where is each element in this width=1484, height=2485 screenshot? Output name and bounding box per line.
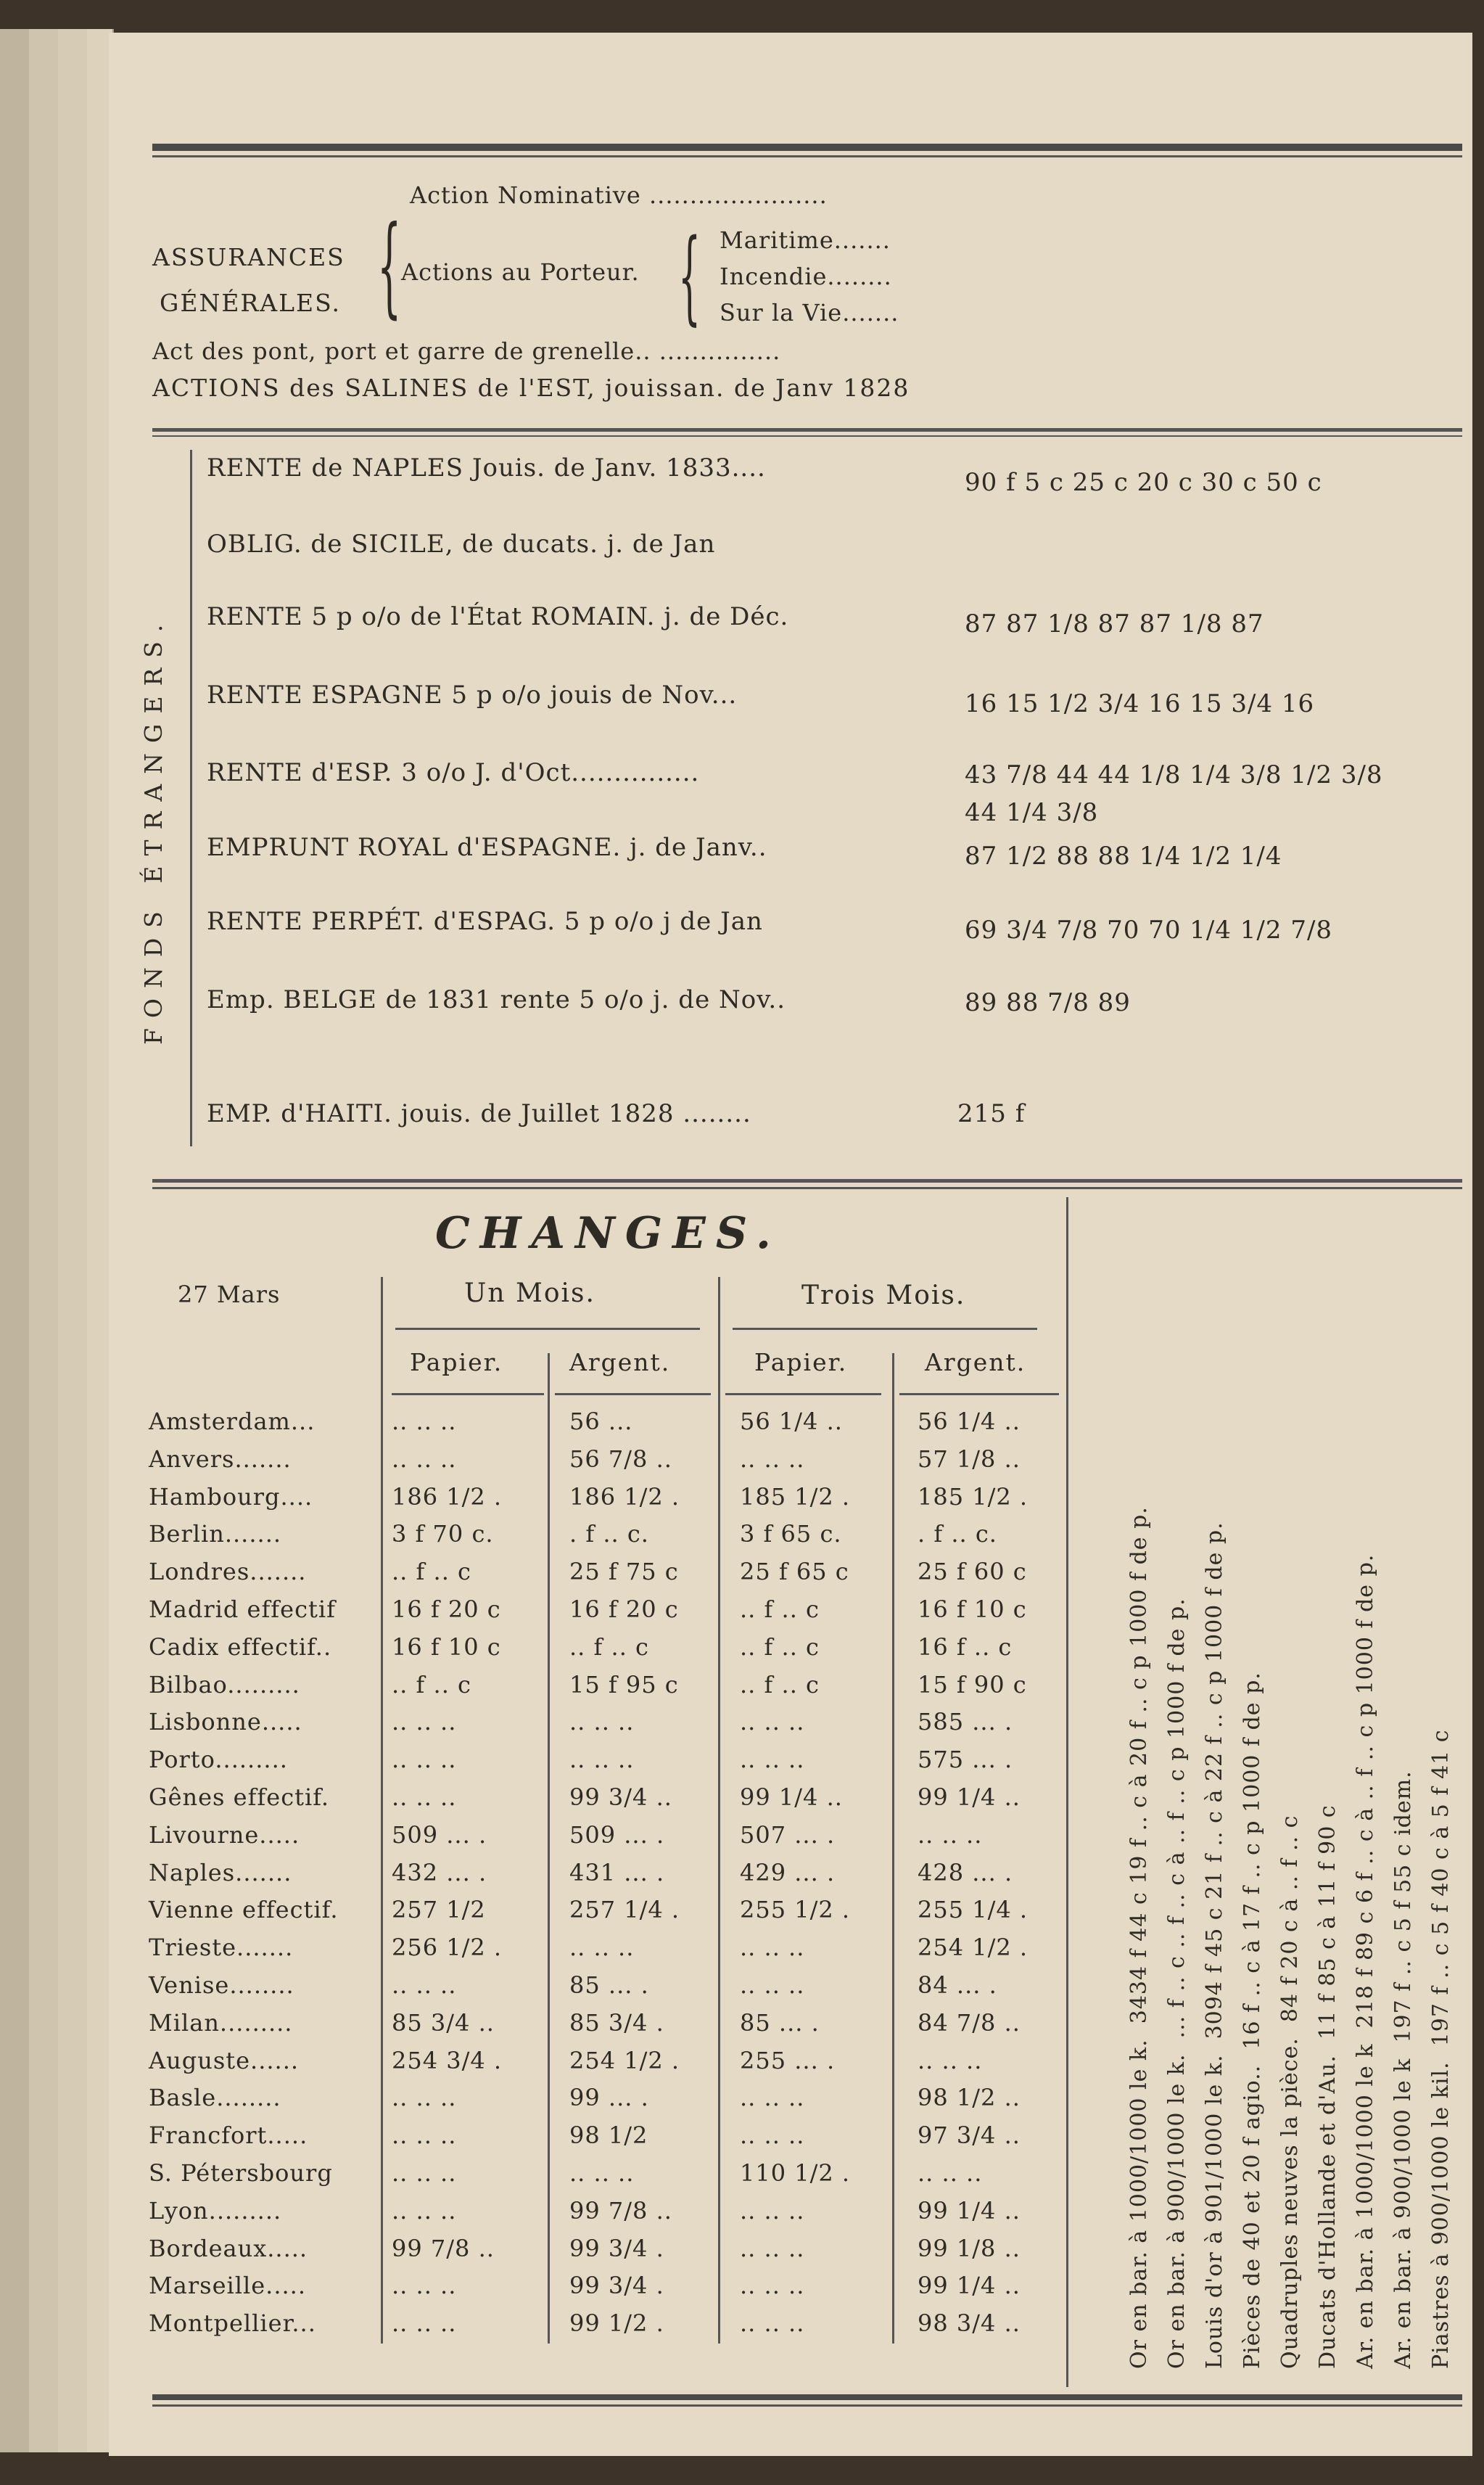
changes-city: S. Pétersbourg	[149, 2159, 333, 2187]
side-note	[1196, 1506, 1234, 2369]
changes-un-mois: Un Mois.	[464, 1278, 595, 1308]
fonds-top-rule-2	[152, 435, 1462, 437]
changes-cell: .. .. ..	[392, 1708, 457, 1736]
changes-cell: .. .. ..	[740, 2235, 805, 2262]
changes-cell: 255 1/2 .	[740, 1896, 851, 1923]
changes-cell: 25 f 75 c	[569, 1558, 679, 1585]
header-argent-1: Argent.	[569, 1348, 671, 1376]
changes-cell: .. f .. c	[392, 1558, 471, 1585]
fonds-row-label: Emp. BELGE de 1831 rente 5 o/o j. de Nov..	[207, 985, 786, 1014]
fonds-row-label: RENTE PERPÉT. d'ESPAG. 5 p o/o j de Jan	[207, 907, 763, 936]
changes-cell: 25 f 60 c	[918, 1558, 1027, 1585]
side-note-value: 3434 f 44 c 19 f .. c à 20 f .. c p 1000 f de p.	[1126, 1506, 1152, 2024]
changes-cell: 186 1/2 .	[569, 1483, 680, 1511]
side-note	[1309, 1506, 1347, 2369]
changes-cell: 16 f .. c	[918, 1633, 1013, 1661]
changes-cell: .. .. ..	[918, 2159, 983, 2187]
changes-cell: 98 1/2 ..	[918, 2084, 1021, 2111]
changes-cell: 509 ... .	[569, 1821, 665, 1849]
changes-cell: 254 1/2 .	[918, 1934, 1029, 1961]
changes-cell: .. .. ..	[740, 1746, 805, 1773]
changes-cell: 85 3/4 ..	[392, 2009, 495, 2037]
changes-city: Auguste......	[149, 2047, 300, 2074]
changes-cell: 85 ... .	[740, 2009, 820, 2037]
changes-cell: 16 f 10 c	[392, 1633, 501, 1661]
changes-cell: 57 1/8 ..	[918, 1445, 1021, 1473]
fonds-top-rule	[152, 428, 1462, 432]
changes-cell: .. .. ..	[740, 2197, 805, 2225]
changes-city: Naples.......	[149, 1859, 292, 1886]
side-note	[1121, 1506, 1158, 2369]
side-note-value: ... f .. c .. f .. c à .. f .. c p 1000 f de p.	[1164, 1598, 1190, 2039]
changes-cell: 25 f 65 c	[740, 1558, 849, 1585]
changes-city: Marseille.....	[149, 2272, 306, 2299]
bottom-rule-thin	[152, 2404, 1462, 2407]
col-rule-1	[381, 1277, 383, 2344]
fonds-row-value: 89 88 7/8 89	[965, 988, 1131, 1017]
changes-city: Madrid effectif	[149, 1595, 336, 1623]
header-argent-3: Argent.	[925, 1348, 1026, 1376]
changes-cell: .. .. ..	[569, 1934, 635, 1961]
changes-cell: .. .. ..	[918, 1821, 983, 1849]
header-underline-1	[392, 1393, 544, 1395]
assurances-incendie: Incendie........	[720, 263, 892, 290]
changes-cell: 56 1/4 ..	[918, 1408, 1021, 1435]
changes-cell: .. f .. c	[740, 1671, 820, 1699]
changes-city: Gênes effectif.	[149, 1783, 330, 1811]
book-edge-1	[0, 29, 30, 2452]
side-note-label: Ar. en bar. à 900/1000 le k	[1390, 2058, 1416, 2369]
changes-city: Venise........	[149, 1971, 294, 1999]
changes-cell: 99 3/4 .	[569, 2235, 664, 2262]
header-papier-3: Papier.	[754, 1348, 848, 1376]
changes-cell: 254 3/4 .	[392, 2047, 503, 2074]
side-note-value: 84 f 20 c à .. f .. c	[1277, 1815, 1303, 2023]
changes-cell: 185 1/2 .	[918, 1483, 1029, 1511]
header-papier-1: Papier.	[410, 1348, 503, 1376]
changes-cell: 3 f 70 c.	[392, 1520, 494, 1548]
changes-cell: 16 f 20 c	[569, 1595, 679, 1623]
side-note-value: 218 f 89 c 6 f .. c à .. f .. c p 1000 f de p.	[1353, 1553, 1378, 2029]
changes-cell: 15 f 90 c	[918, 1671, 1027, 1699]
fonds-row-value: 215 f	[957, 1099, 1026, 1128]
side-note	[1158, 1506, 1196, 2369]
changes-cell: 98 1/2	[569, 2122, 648, 2149]
changes-cell: 257 1/2	[392, 1896, 486, 1923]
changes-cell: .. .. ..	[740, 1445, 805, 1473]
changes-cell: . f .. c.	[569, 1520, 649, 1548]
trois-mois-brace	[733, 1328, 1037, 1330]
changes-city: Londres.......	[149, 1558, 307, 1585]
col-rule-4	[892, 1353, 894, 2344]
changes-cell: 99 1/2 .	[569, 2309, 664, 2337]
changes-cell: 99 7/8 ..	[569, 2197, 672, 2225]
changes-cell: 85 3/4 .	[569, 2009, 664, 2037]
changes-city: Francfort.....	[149, 2122, 308, 2149]
changes-cell: .. .. ..	[392, 2159, 457, 2187]
side-note	[1271, 1506, 1309, 2369]
assurances-action-nominative: Action Nominative ......................	[410, 181, 828, 209]
side-note-label: Piastres à 900/1000 le kil.	[1428, 2061, 1454, 2369]
changes-date: 27 Mars	[178, 1281, 281, 1308]
changes-cell: .. .. ..	[392, 1971, 457, 1999]
changes-cell: 255 ... .	[740, 2047, 836, 2074]
book-edge-2	[29, 29, 59, 2452]
changes-cell: 186 1/2 .	[392, 1483, 503, 1511]
changes-city: Milan.........	[149, 2009, 293, 2037]
changes-cell: 575 ... .	[918, 1746, 1013, 1773]
changes-cell: 16 f 20 c	[392, 1595, 501, 1623]
changes-city: Basle........	[149, 2084, 281, 2111]
changes-cell: .. f .. c	[392, 1671, 471, 1699]
col-rule-2	[548, 1353, 550, 2344]
bottom-rule	[152, 2394, 1462, 2400]
side-note	[1347, 1506, 1385, 2369]
fonds-row-value: 44 1/4 3/8	[965, 798, 1099, 827]
changes-city: Hambourg....	[149, 1483, 313, 1511]
changes-top-rule-2	[152, 1187, 1462, 1189]
changes-cell: 85 ... .	[569, 1971, 649, 1999]
changes-cell: 56 ...	[569, 1408, 633, 1435]
side-note-value: 11 f 85 c à 11 f 90 c	[1315, 1804, 1340, 2040]
fonds-row-label: RENTE ESPAGNE 5 p o/o jouis de Nov...	[207, 681, 738, 710]
assurances-sur-la-vie: Sur la Vie.......	[720, 299, 899, 326]
changes-cell: 16 f 10 c	[918, 1595, 1027, 1623]
changes-cell: .. .. ..	[392, 2309, 457, 2337]
changes-cell: 99 1/4 ..	[918, 2272, 1021, 2299]
changes-cell: 110 1/2 .	[740, 2159, 851, 2187]
header-underline-2	[555, 1393, 711, 1395]
changes-cell: 99 1/4 ..	[918, 1783, 1021, 1811]
changes-cell: .. .. ..	[392, 1408, 457, 1435]
side-note-label: Or en bar. à 900/1000 le k.	[1164, 2053, 1190, 2369]
changes-cell: 99 ... .	[569, 2084, 649, 2111]
changes-cell: .. .. ..	[392, 1746, 457, 1773]
assurances-label-line1: ASSURANCES	[152, 243, 345, 271]
changes-cell: 585 ... .	[918, 1708, 1013, 1736]
changes-cell: .. .. ..	[740, 2309, 805, 2337]
changes-cell: 255 1/4 .	[918, 1896, 1029, 1923]
changes-cell: .. .. ..	[392, 1445, 457, 1473]
fonds-side-rule	[190, 450, 192, 1146]
changes-cell: 3 f 65 c.	[740, 1520, 842, 1548]
changes-cell: 432 ... .	[392, 1859, 487, 1886]
side-notes	[1121, 1506, 1460, 2369]
changes-cell: 99 7/8 ..	[392, 2235, 495, 2262]
side-note-label: Ducats d'Hollande et d'Au.	[1315, 2055, 1340, 2369]
changes-cell: 509 ... .	[392, 1821, 487, 1849]
changes-cell: 99 3/4 .	[569, 2272, 664, 2299]
side-note-label: Ar. en bar. à 1000/1000 le k	[1353, 2043, 1378, 2369]
changes-cell: .. .. ..	[392, 1783, 457, 1811]
changes-cell: .. .. ..	[740, 1708, 805, 1736]
changes-cell: 84 7/8 ..	[918, 2009, 1021, 2037]
assurances-maritime: Maritime.......	[720, 226, 891, 254]
assurances-act-pont: Act des pont, port et garre de grenelle.. ...............	[152, 337, 781, 365]
fonds-row-label: OBLIG. de SICILE, de ducats. j. de Jan	[207, 530, 716, 559]
side-note-value: 197 f .. c 5 f 55 c idem.	[1390, 1770, 1416, 2043]
changes-cell: 98 3/4 ..	[918, 2309, 1021, 2337]
changes-cell: .. f .. c	[740, 1595, 820, 1623]
side-note	[1422, 1506, 1460, 2369]
changes-cell: 507 ... .	[740, 1821, 836, 1849]
side-note-label: Louis d'or à 901/1000 le k.	[1202, 2054, 1227, 2369]
changes-cell: .. .. ..	[740, 1934, 805, 1961]
brace-porteur: {	[678, 218, 701, 336]
changes-cell: 99 1/8 ..	[918, 2235, 1021, 2262]
changes-top-rule	[152, 1179, 1462, 1183]
changes-city: Amsterdam...	[149, 1408, 316, 1435]
changes-cell: . f .. c.	[918, 1520, 997, 1548]
assurances-label-line2: GÉNÉRALES.	[160, 289, 342, 317]
changes-cell: 254 1/2 .	[569, 2047, 680, 2074]
changes-cell: 84 ... .	[918, 1971, 997, 1999]
changes-cell: 428 ... .	[918, 1859, 1013, 1886]
changes-cell: 99 1/4 ..	[740, 1783, 843, 1811]
changes-cell: 185 1/2 .	[740, 1483, 851, 1511]
header-underline-4	[899, 1393, 1059, 1395]
changes-city: Livourne.....	[149, 1821, 300, 1849]
side-note-value: 16 f .. c à 17 f .. c p 1000 f de p.	[1240, 1672, 1265, 2050]
changes-cell: .. .. ..	[918, 2047, 983, 2074]
changes-city: Lisbonne.....	[149, 1708, 302, 1736]
changes-title: CHANGES.	[435, 1208, 781, 1259]
fonds-side-label: FONDS ÉTRANGERS.	[139, 614, 168, 1045]
changes-cell: .. .. ..	[569, 1746, 635, 1773]
changes-city: Cadix effectif..	[149, 1633, 332, 1661]
top-rule-thin	[152, 155, 1462, 157]
changes-cell: .. .. ..	[392, 2122, 457, 2149]
top-rule	[152, 144, 1462, 151]
changes-city: Berlin.......	[149, 1520, 282, 1548]
changes-cell: .. .. ..	[740, 2084, 805, 2111]
un-mois-brace	[395, 1328, 700, 1330]
changes-city: Lyon.........	[149, 2197, 282, 2225]
changes-cell: .. .. ..	[392, 2084, 457, 2111]
changes-trois-mois: Trois Mois.	[801, 1281, 966, 1310]
changes-cell: 257 1/4 .	[569, 1896, 680, 1923]
changes-cell: 99 1/4 ..	[918, 2197, 1021, 2225]
brace-assurances: {	[377, 203, 402, 329]
changes-cell: 429 ... .	[740, 1859, 836, 1886]
changes-city: Montpellier...	[149, 2309, 316, 2337]
side-note-label: Quadruples neuves la pièce.	[1277, 2037, 1303, 2369]
changes-cell: .. .. ..	[392, 2272, 457, 2299]
changes-cell: .. .. ..	[569, 1708, 635, 1736]
changes-cell: 256 1/2 .	[392, 1934, 503, 1961]
changes-city: Vienne effectif.	[149, 1896, 339, 1923]
changes-cell: .. .. ..	[740, 1971, 805, 1999]
changes-cell: 56 7/8 ..	[569, 1445, 672, 1473]
changes-city: Bilbao.........	[149, 1671, 300, 1699]
changes-cell: 97 3/4 ..	[918, 2122, 1021, 2149]
fonds-row-label: EMPRUNT ROYAL d'ESPAGNE. j. de Janv..	[207, 833, 767, 862]
fonds-row-label: RENTE d'ESP. 3 o/o J. d'Oct...............	[207, 758, 700, 787]
assurances-actions-porteur: Actions au Porteur.	[401, 258, 640, 286]
changes-city: Trieste.......	[149, 1934, 294, 1961]
side-note	[1234, 1506, 1271, 2369]
fonds-row-label: RENTE 5 p o/o de l'État ROMAIN. j. de Déc.	[207, 602, 789, 631]
fonds-row-value: 69 3/4 7/8 70 70 1/4 1/2 7/8	[965, 916, 1333, 945]
fonds-row-value: 16 15 1/2 3/4 16 15 3/4 16	[965, 689, 1315, 718]
changes-cell: 15 f 95 c	[569, 1671, 679, 1699]
header-underline-3	[725, 1393, 881, 1395]
col-rule-3	[718, 1277, 720, 2344]
changes-cell: .. .. ..	[740, 2122, 805, 2149]
fonds-row-label: RENTE de NAPLES Jouis. de Janv. 1833....	[207, 453, 766, 482]
changes-cell: .. f .. c	[740, 1633, 820, 1661]
changes-cell: .. .. ..	[740, 2272, 805, 2299]
fonds-row-value: 87 1/2 88 88 1/4 1/2 1/4	[965, 842, 1282, 871]
book-edge-3	[58, 29, 88, 2452]
side-note-value: 197 f .. c 5 f 40 c à 5 f 41 c	[1428, 1729, 1454, 2047]
side-note	[1385, 1506, 1422, 2369]
changes-cell: .. f .. c	[569, 1633, 649, 1661]
changes-cell: 431 ... .	[569, 1859, 665, 1886]
changes-city: Anvers.......	[149, 1445, 292, 1473]
changes-cell: .. .. ..	[569, 2159, 635, 2187]
changes-city: Bordeaux.....	[149, 2235, 308, 2262]
fonds-row-value: 43 7/8 44 44 1/8 1/4 3/8 1/2 3/8	[965, 760, 1383, 789]
side-note-value: 3094 f 45 c 21 f .. c à 22 f .. c p 1000 f de p.	[1202, 1521, 1227, 2040]
fonds-row-label: EMP. d'HAITI. jouis. de Juillet 1828 ........	[207, 1099, 751, 1128]
assurances-actions-salines: ACTIONS des SALINES de l'EST, jouissan. de Janv 1828	[152, 374, 910, 402]
changes-cell: 99 3/4 ..	[569, 1783, 672, 1811]
changes-city: Porto.........	[149, 1746, 288, 1773]
col-rule-5	[1066, 1197, 1068, 2387]
fonds-row-value: 87 87 1/8 87 87 1/8 87	[965, 609, 1264, 638]
side-note-label: Pièces de 40 et 20 f agio..	[1240, 2064, 1265, 2369]
changes-cell: 56 1/4 ..	[740, 1408, 843, 1435]
side-note-label: Or en bar. à 1000/1000 le k.	[1126, 2039, 1152, 2369]
changes-cell: .. .. ..	[392, 2197, 457, 2225]
fonds-row-value: 90 f 5 c 25 c 20 c 30 c 50 c	[965, 468, 1322, 497]
